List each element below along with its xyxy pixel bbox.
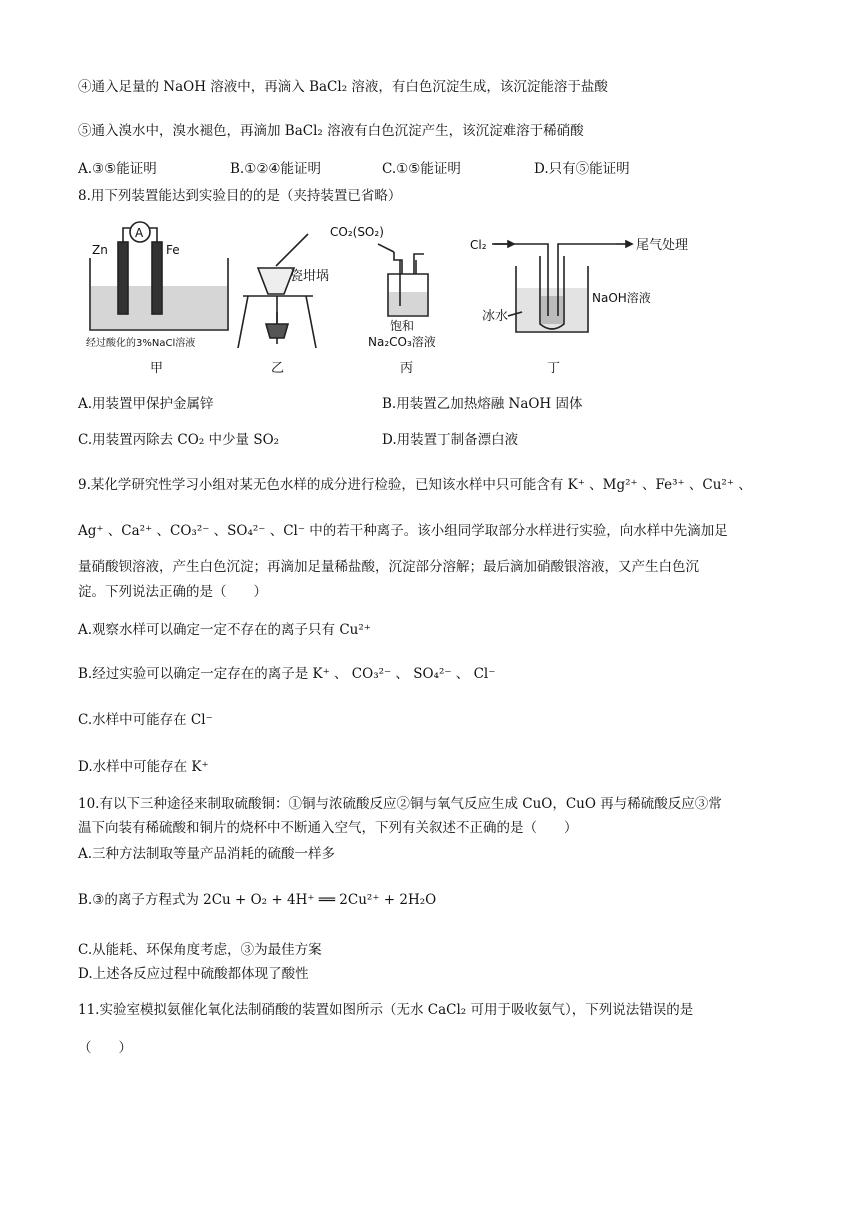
q8-option-b: B.用装置乙加热熔融 NaOH 固体: [382, 396, 583, 412]
yi-caption: 乙: [271, 361, 285, 376]
jia-caption: 甲: [150, 361, 164, 376]
q10-option-d: D.上述各反应过程中硫酸都体现了酸性: [78, 966, 309, 982]
ding-tail-label: 尾气处理: [636, 238, 689, 253]
q9-option-a: A.观察水样可以确定一定不存在的离子只有 Cu²⁺: [78, 622, 371, 638]
jia-solution-label: 经过酸化的3%NaCl溶液: [86, 338, 196, 349]
q7-item-5: ⑤通入溴水中，溴水褪色，再滴加 BaCl₂ 溶液有白色沉淀产生，该沉淀难溶于稀硝酸: [78, 123, 584, 139]
q10-option-c: C.从能耗、环保角度考虑，③为最佳方案: [78, 942, 322, 958]
jia-fe-label: Fe: [166, 243, 180, 257]
q8-stem: 8.用下列装置能达到实验目的的是（夹持装置已省略）: [78, 188, 402, 204]
apparatus-ding: [470, 237, 688, 376]
q9-stem-4: 淀。下列说法正确的是（ ）: [78, 584, 267, 600]
q9-stem-2: Ag⁺ 、Ca²⁺ 、CO₃²⁻ 、SO₄²⁻ 、Cl⁻ 中的若干种离子。该小组同学取部分水样进行实验，向水样中先滴加足: [78, 523, 728, 539]
bing-caption: 丙: [400, 361, 414, 376]
q8-option-c: C.用装置丙除去 CO₂ 中少量 SO₂: [78, 432, 280, 448]
q10-stem-2: 温下向装有稀硫酸和铜片的烧杯中不断通入空气，下列有关叙述不正确的是（ ）: [78, 820, 578, 836]
jia-zn-label: Zn: [92, 243, 108, 257]
q10-option-a: A.三种方法制取等量产品消耗的硫酸一样多: [78, 846, 336, 862]
ding-caption: 丁: [547, 361, 561, 376]
q9-option-c: C.水样中可能存在 Cl⁻: [78, 712, 213, 728]
q8-option-a: A.用装置甲保护金属锌: [78, 396, 214, 412]
q10-option-b: B.③的离子方程式为 2Cu + O₂ + 4H⁺ ══ 2Cu²⁺ + 2H₂O: [78, 892, 437, 908]
q11-stem-1: 11.实验室模拟氨催化氧化法制硝酸的装置如图所示（无水 CaCl₂ 可用于吸收氨气），下列说法错误的是: [78, 1002, 694, 1018]
q7-option-d: D.只有⑤能证明: [534, 161, 630, 177]
q7-option-b: B.①②④能证明: [230, 161, 322, 177]
q9-stem-1: 9.某化学研究性学习小组对某无色水样的成分进行检验，已知该水样中只可能含有 K⁺ 、Mg²⁺ 、Fe³⁺ 、Cu²⁺ 、: [78, 477, 752, 493]
bing-sol1: 饱和: [390, 319, 415, 333]
q9-stem-3: 量硝酸钡溶液，产生白色沉淀；再滴加足量稀盐酸，沉淀部分溶解；最后滴加硝酸银溶液，又产生白色沉: [78, 559, 699, 575]
apparatus-figure: [78, 220, 698, 380]
apparatus-bing: [330, 225, 436, 376]
apparatus-jia: [86, 222, 228, 376]
q7-option-c: C.①⑤能证明: [382, 161, 461, 177]
q7-option-a: A.③⑤能证明: [78, 161, 157, 177]
ding-naoh-label: NaOH溶液: [592, 291, 651, 305]
yi-label: 瓷坩埚: [290, 269, 330, 284]
bing-sol2: Na₂CO₃溶液: [368, 335, 436, 349]
q8-option-d: D.用装置丁制备漂白液: [382, 432, 519, 448]
ding-cl2-label: Cl₂: [470, 238, 487, 252]
apparatus-yi: [238, 234, 329, 376]
q7-item-4: ④通入足量的 NaOH 溶液中，再滴入 BaCl₂ 溶液，有白色沉淀生成，该沉淀能溶于盐酸: [78, 79, 608, 95]
q9-option-d: D.水样中可能存在 K⁺: [78, 759, 209, 775]
q11-stem-2: （ ）: [78, 1040, 132, 1056]
q9-option-b: B.经过实验可以确定一定存在的离子是 K⁺ 、 CO₃²⁻ 、 SO₄²⁻ 、 Cl⁻: [78, 666, 496, 682]
bing-gas-label: CO₂(SO₂): [330, 225, 384, 239]
jia-meter-label: A: [135, 226, 144, 240]
ding-ice-label: 冰水: [482, 309, 509, 324]
q10-stem-1: 10.有以下三种途径来制取硫酸铜：①铜与浓硫酸反应②铜与氧气反应生成 CuO，CuO 再与稀硫酸反应③常: [78, 796, 722, 812]
